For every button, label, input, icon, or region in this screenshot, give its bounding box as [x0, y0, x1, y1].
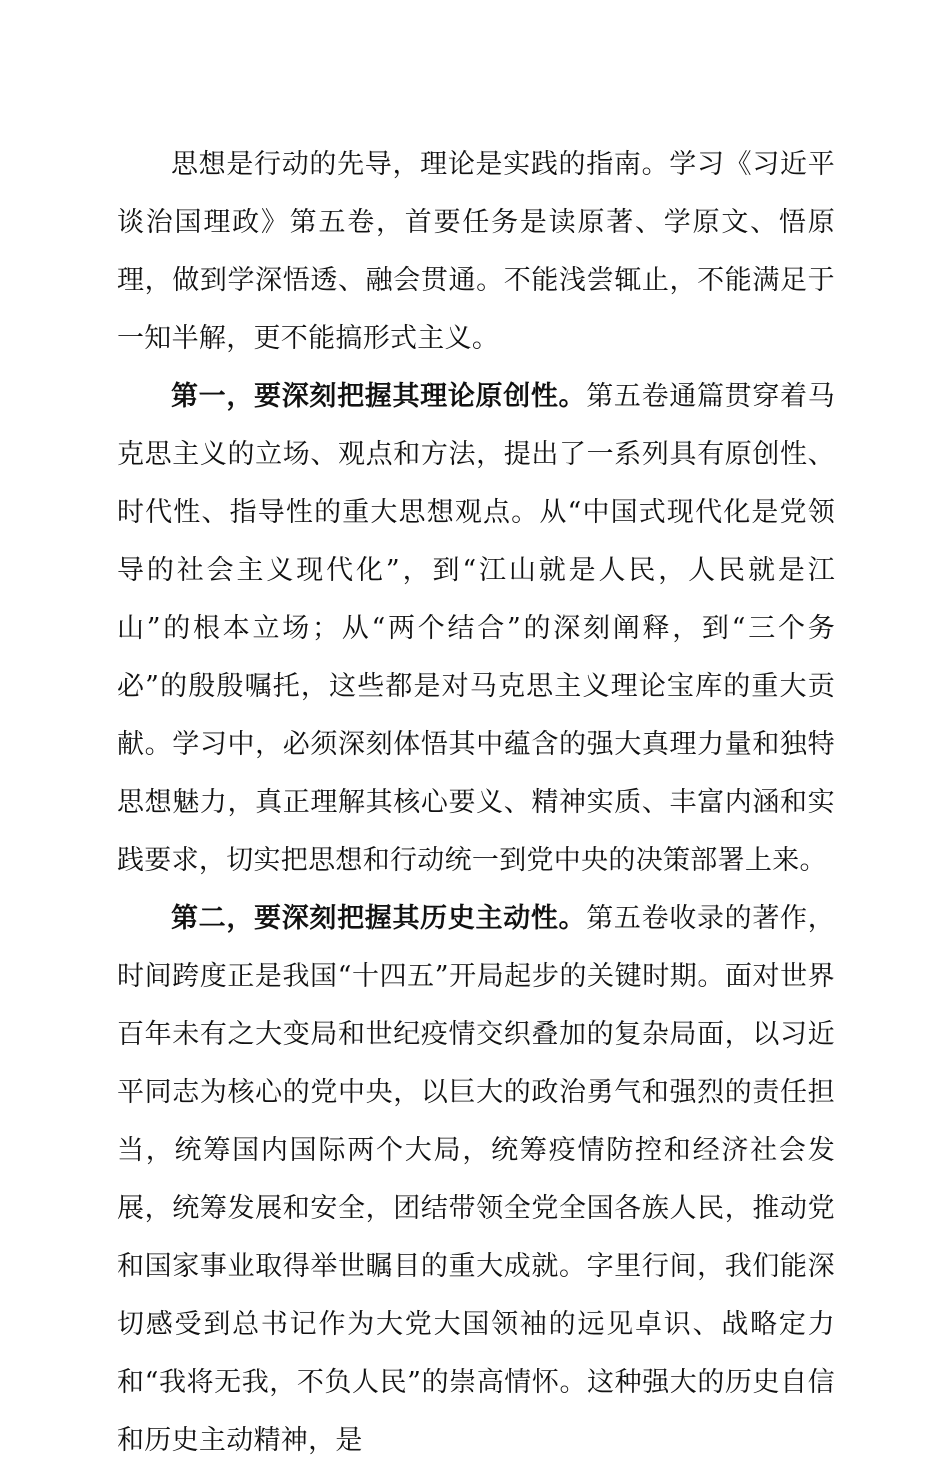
document-body	[117, 136, 835, 1470]
paragraph-lead: 第一，要深刻把握其理论原创性。	[171, 381, 587, 412]
paragraph-intro	[117, 136, 835, 368]
paragraph-text: 第五卷收录的著作，时间跨度正是我国“十四五”开局起步的关键时期。面对世界百年未有之大变局和世纪疫情交织叠加的复杂局面，以习近平同志为核心的党中央，以巨大的政治勇气和强烈的责任担当，统筹国内国际两个大局，统筹疫情防控和经济社会发展，统筹发展和安全，团结带领全党全国各族人民，推动党和国家事业取得举世瞩目的重大成就。字里行间，我们能深切感受到总书记作为大党大国领袖的远见卓识、战略定力和“我将无我，不负人民”的崇高情怀。这种强大的历史自信和历史主动精神，是	[117, 903, 836, 1456]
paragraph-first-point	[117, 368, 835, 890]
paragraph-second-point	[117, 890, 835, 1470]
paragraph-lead: 第二，要深刻把握其历史主动性。	[171, 903, 587, 934]
paragraph-text: 思想是行动的先导，理论是实践的指南。学习《习近平谈治国理政》第五卷，首要任务是读原著、学原文、悟原理，做到学深悟透、融会贯通。不能浅尝辄止，不能满足于一知半解，更不能搞形式主义。	[117, 149, 835, 354]
paragraph-text: 第五卷通篇贯穿着马克思主义的立场、观点和方法，提出了一系列具有原创性、时代性、指导性的重大思想观点。从“中国式现代化是党领导的社会主义现代化”，到“江山就是人民，人民就是江山”的根本立场；从“两个结合”的深刻阐释，到“三个务必”的殷殷嘱托，这些都是对马克思主义理论宝库的重大贡献。学习中，必须深刻体悟其中蕴含的强大真理力量和独特思想魅力，真正理解其核心要义、精神实质、丰富内涵和实践要求，切实把思想和行动统一到党中央的决策部署上来。	[117, 381, 836, 876]
